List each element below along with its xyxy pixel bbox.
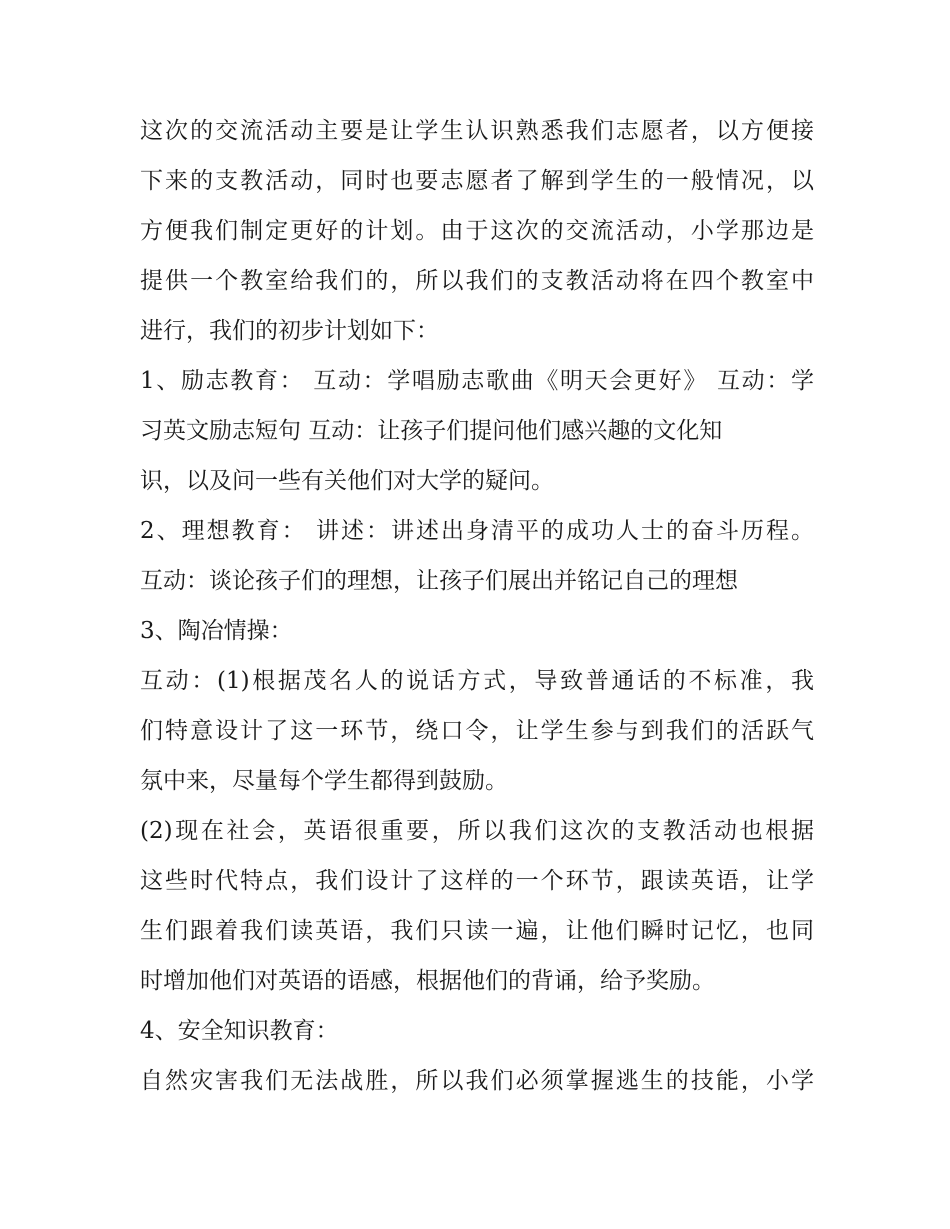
paragraph-line: 2、理想教育： 讲述：讲述出身清平的成功人士的奋斗历程。 [140, 518, 814, 544]
paragraph-line: 提供一个教室给我们的，所以我们的支教活动将在四个教室中 [140, 268, 814, 294]
paragraph-line: 互动：谈论孩子们的理想，让孩子们展出并铭记自己的理想 [140, 568, 738, 594]
paragraph-line: 自然灾害我们无法战胜，所以我们必须掌握逃生的技能，小学 [140, 1068, 814, 1094]
paragraph-line: 习英文励志短句 互动：让孩子们提问他们感兴趣的文化知 [140, 418, 723, 444]
paragraph-line: 进行，我们的初步计划如下： [140, 318, 439, 344]
paragraph-line: (2)现在社会，英语很重要，所以我们这次的支教活动也根据 [140, 818, 814, 844]
paragraph-line: 互动：(1)根据茂名人的说话方式，导致普通话的不标准，我 [140, 668, 814, 694]
paragraph-line: 识，以及问一些有关他们对大学的疑问。 [140, 468, 554, 494]
paragraph-line: 4、安全知识教育： [140, 1018, 339, 1044]
paragraph-line: 氛中来，尽量每个学生都得到鼓励。 [140, 768, 508, 794]
paragraph-line: 3、陶冶情操： [140, 618, 293, 644]
paragraph-line: 时增加他们对英语的语感，根据他们的背诵，给予奖励。 [140, 968, 715, 994]
paragraph-line: 这次的交流活动主要是让学生认识熟悉我们志愿者，以方便接 [140, 118, 814, 144]
paragraph-line: 下来的支教活动，同时也要志愿者了解到学生的一般情况，以 [140, 168, 814, 194]
paragraph-line: 生们跟着我们读英语，我们只读一遍，让他们瞬时记忆，也同 [140, 918, 814, 944]
paragraph-line: 这些时代特点，我们设计了这样的一个环节，跟读英语，让学 [140, 868, 814, 894]
paragraph-line: 1、励志教育： 互动：学唱励志歌曲《明天会更好》 互动：学 [140, 368, 814, 394]
paragraph-line: 方便我们制定更好的计划。由于这次的交流活动，小学那边是 [140, 218, 814, 244]
document-body [140, 106, 814, 1106]
paragraph-line: 们特意设计了这一环节，绕口令，让学生参与到我们的活跃气 [140, 718, 814, 744]
